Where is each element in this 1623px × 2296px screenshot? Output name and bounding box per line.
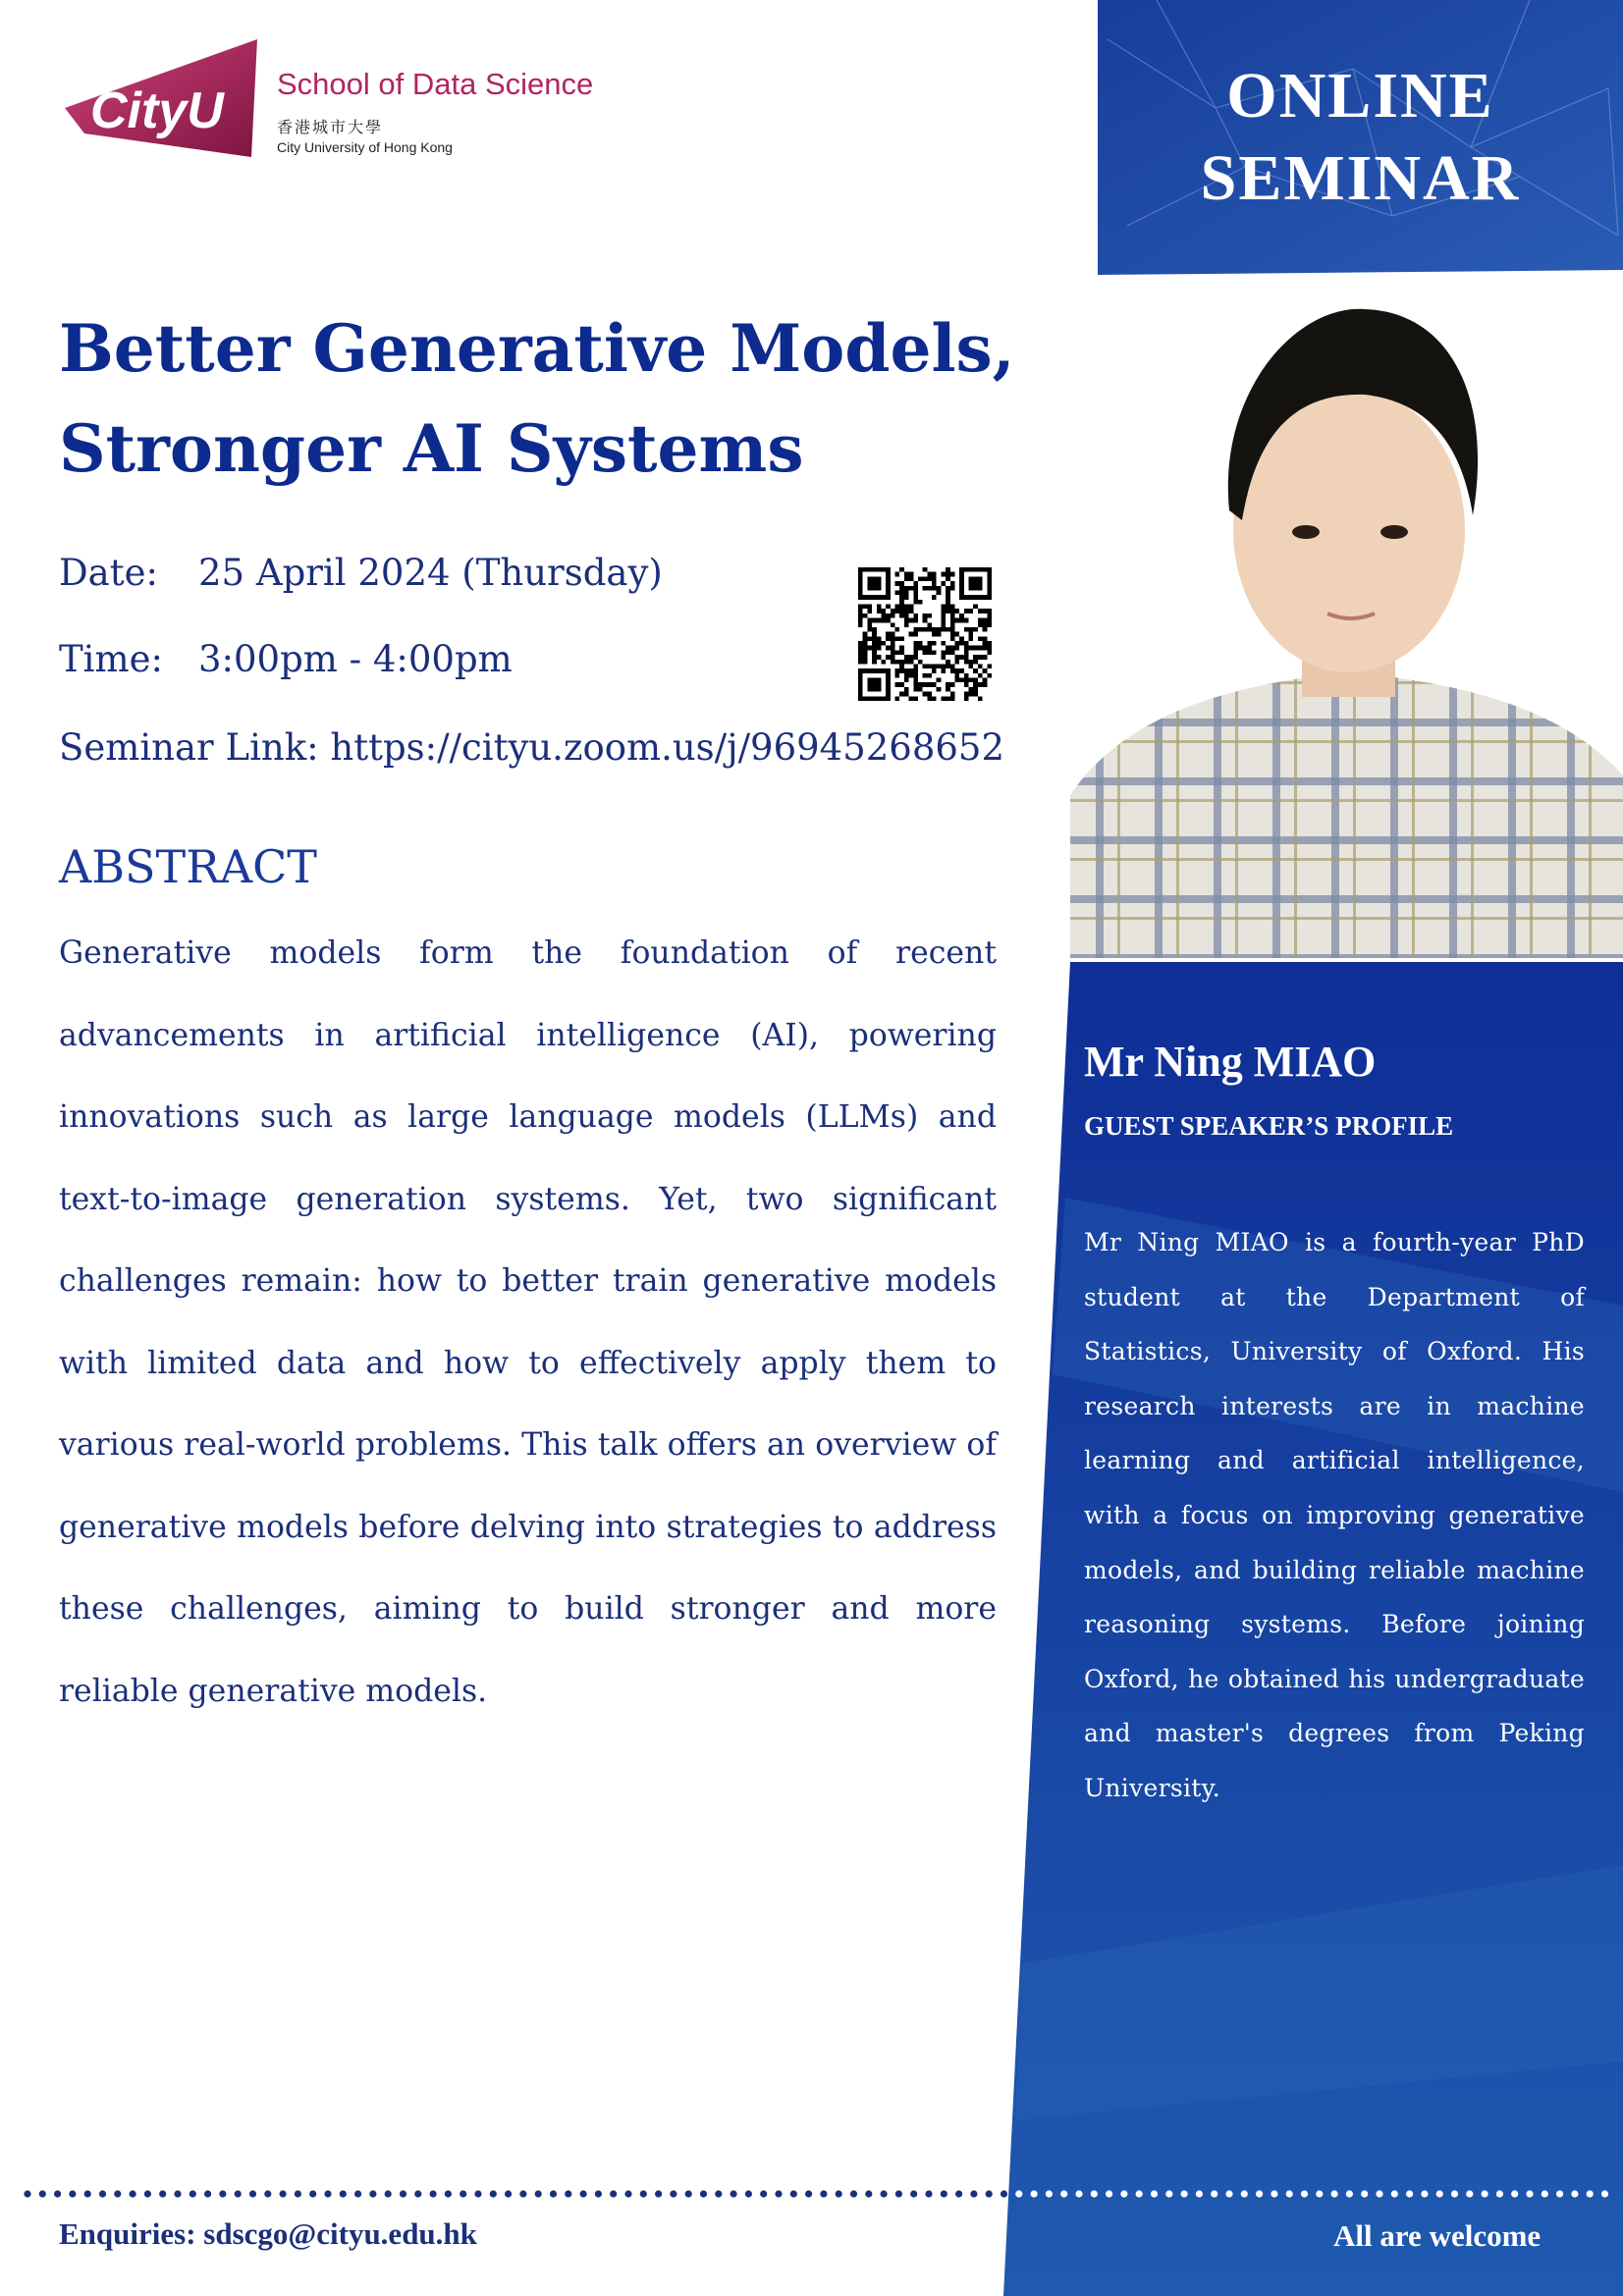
time-label: Time:	[59, 638, 163, 680]
school-identity	[277, 69, 593, 155]
speaker-bio: Mr Ning MIAO is a fourth-year PhD student at the Department of Statistics, University of Oxford. His research interests are in machine learning and artificial intelligence, with a focus on improving generative models, and building reliable machine reasoning systems. Before joining Oxford, he obtained his undergraduate and master's degrees from Peking University.	[1084, 1228, 1585, 1802]
university-chinese-name: 香港城市大學	[277, 118, 384, 136]
time-row	[59, 638, 513, 680]
enquiries-contact: Enquiries: sdscgo@cityu.edu.hk	[59, 2216, 477, 2251]
speaker-name: Mr Ning MIAO	[1084, 1038, 1377, 1086]
seminar-link-label: Seminar Link:	[59, 726, 319, 769]
university-name: City University of Hong Kong	[277, 139, 453, 155]
abstract-heading: ABSTRACT	[59, 840, 317, 893]
qr-code-icon[interactable]	[858, 567, 992, 701]
time-value: 3:00pm - 4:00pm	[198, 638, 513, 680]
online-seminar-label: ONLINE SEMINAR	[1200, 60, 1521, 214]
date-row	[59, 552, 663, 594]
seminar-link-row	[59, 726, 1004, 769]
school-name: School of Data Science	[277, 67, 594, 101]
seminar-title: Better Generative Models, Stronger AI Systems	[59, 310, 1015, 487]
dotted-divider	[22, 2187, 1617, 2201]
speaker-photo	[1070, 285, 1623, 958]
speaker-profile-heading: GUEST SPEAKER’S PROFILE	[1084, 1111, 1454, 1141]
date-value: 25 April 2024 (Thursday)	[198, 552, 663, 594]
abstract-body: Generative models form the foundation of recent advancements in artificial intelligence (AI), powering innovations such as large language models (LLMs) and text-to-image generation systems. Yet, two significant challenges remain: how to better train generative models with limited data and how to effectively apply them to various real-world problems. This talk offers an overview of generative models before delving into strategies to address these challenges, aiming to build stronger and more reliable generative models.	[59, 935, 997, 1709]
date-label: Date:	[59, 552, 158, 594]
all-welcome-note: All are welcome	[1333, 2218, 1542, 2253]
svg-text:CityU: CityU	[90, 82, 224, 139]
cityu-logo	[65, 37, 261, 157]
seminar-link[interactable]: https://cityu.zoom.us/j/96945268652	[330, 726, 1005, 769]
